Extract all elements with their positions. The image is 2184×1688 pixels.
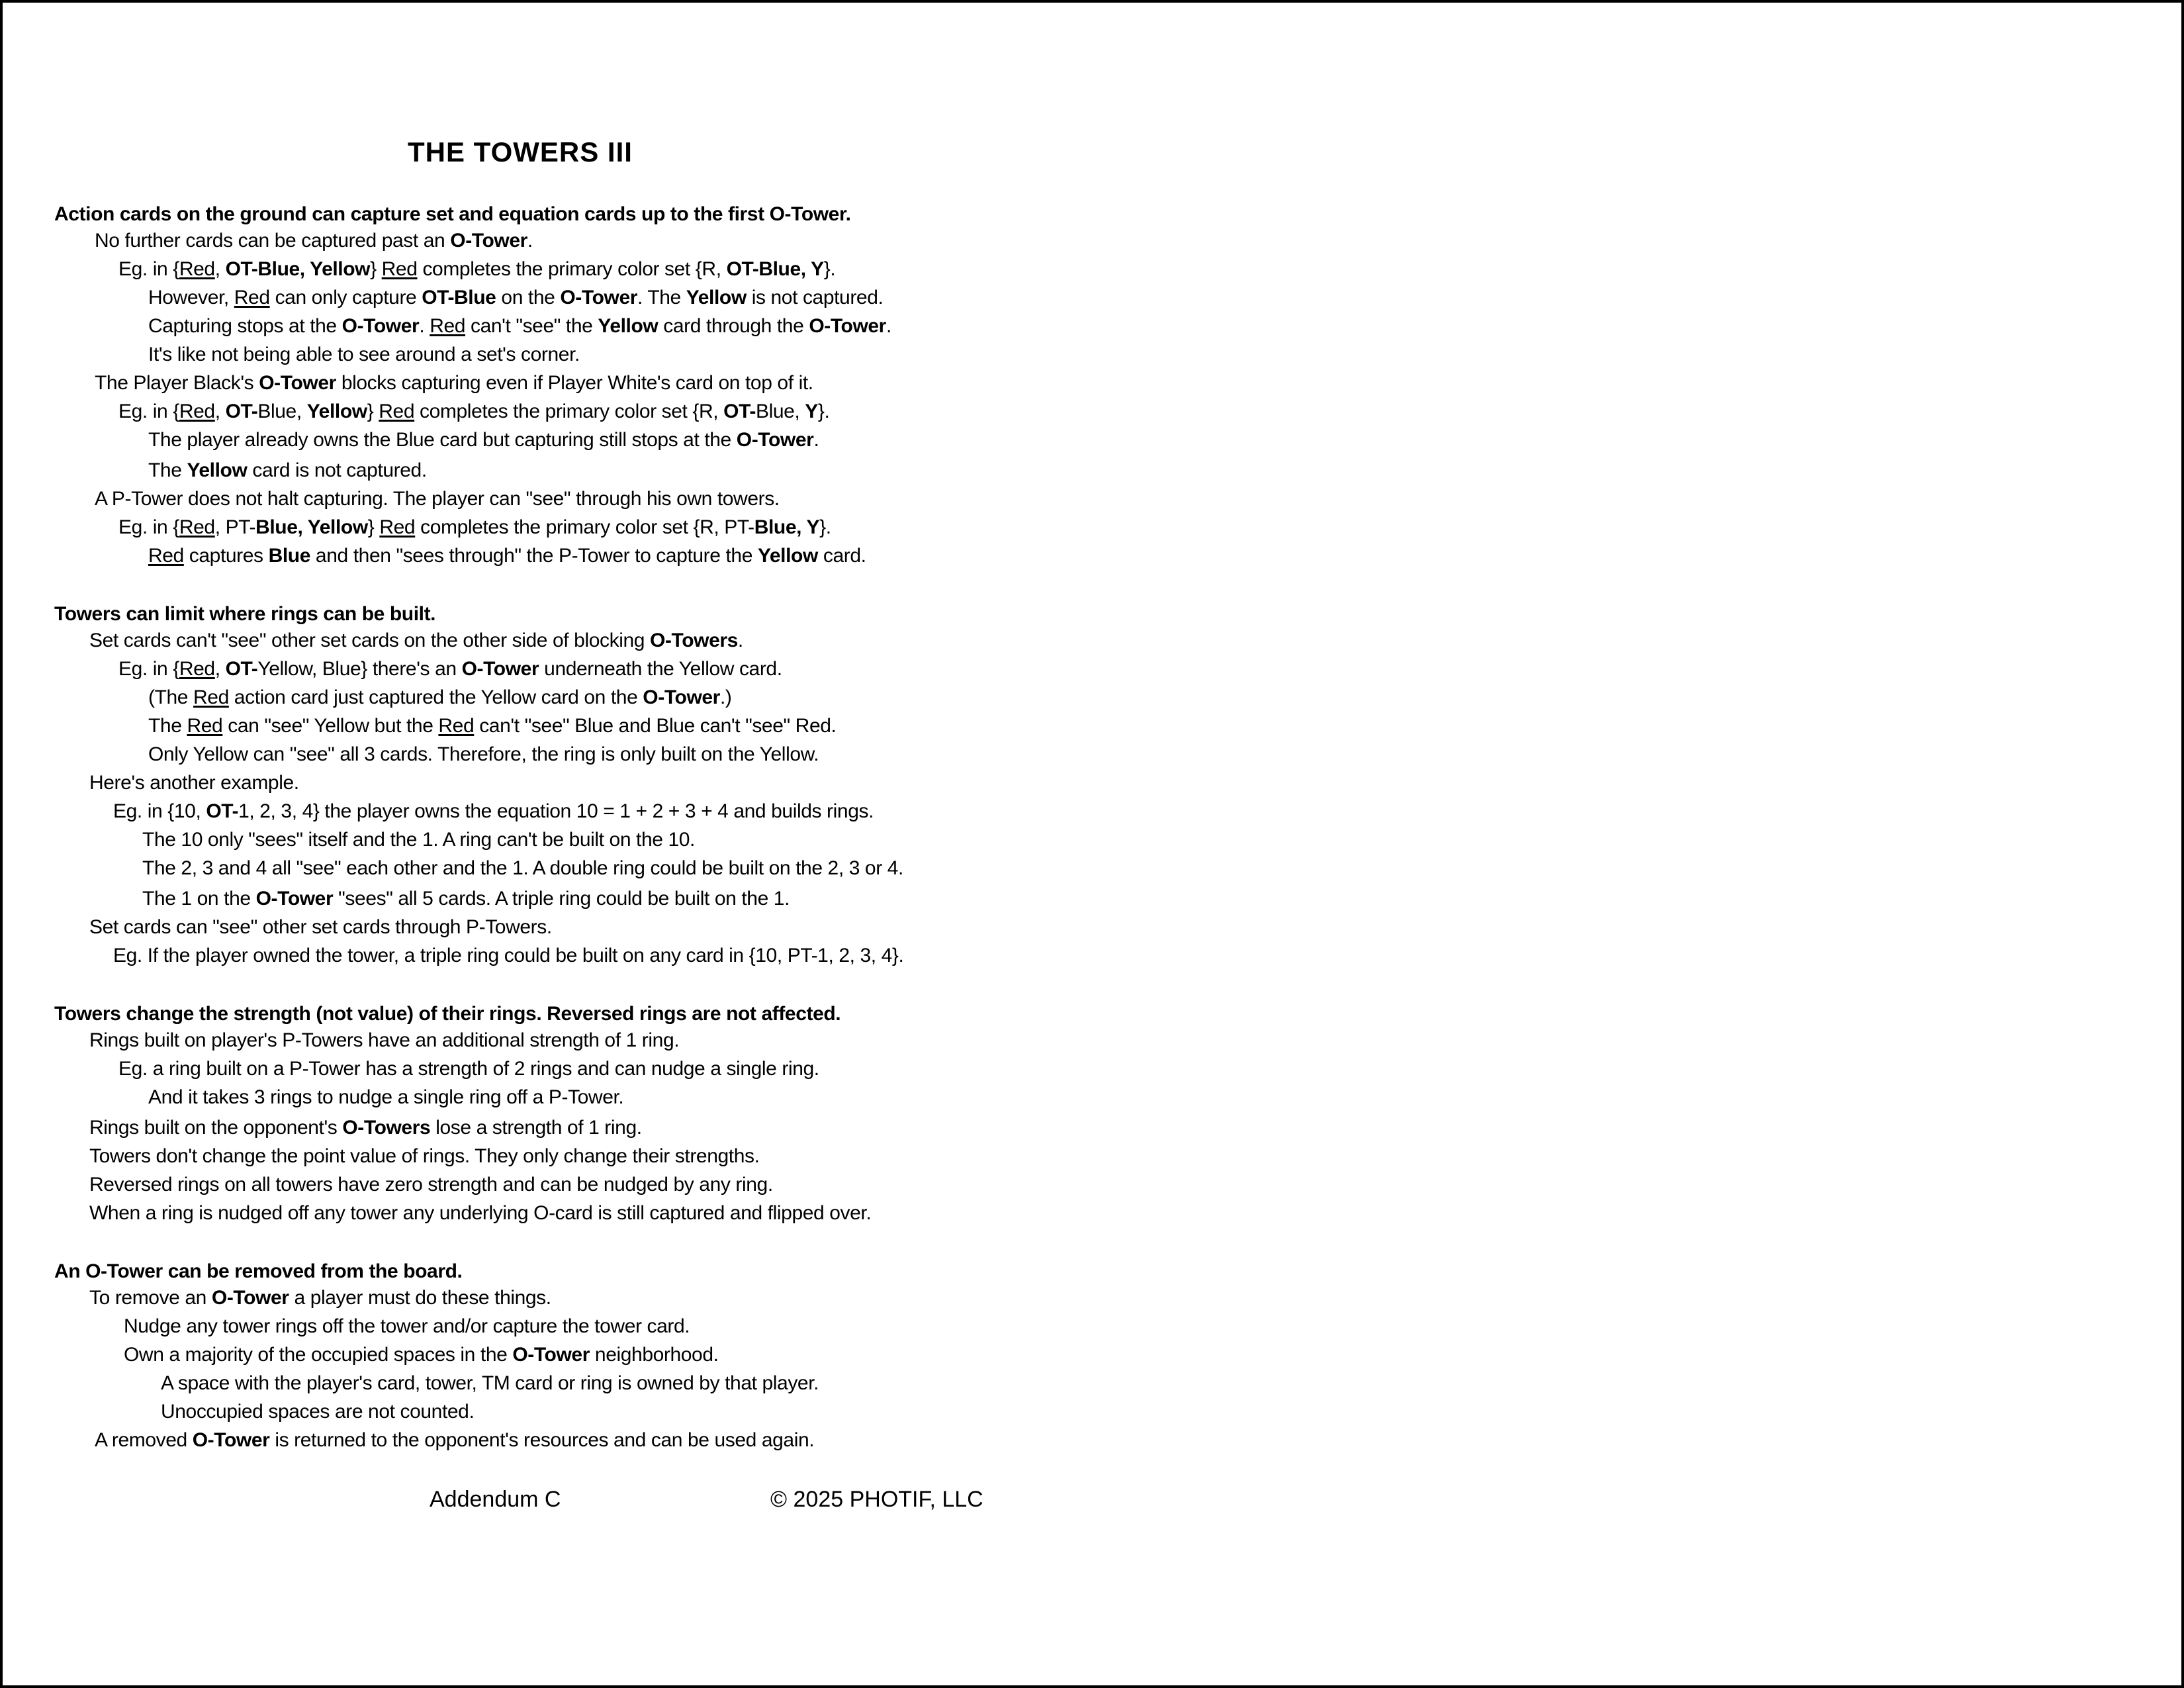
section-heading (54, 203, 851, 226)
text-line (142, 828, 695, 852)
text-segment: Nudge any tower rings off the tower and/or capture the tower card. (124, 1315, 690, 1337)
text-segment: Capturing stops at the (148, 315, 342, 337)
text-segment: can't "see" the (465, 315, 598, 337)
text-segment: , (214, 258, 226, 280)
text-segment: . (419, 315, 430, 337)
footer-addendum: Addendum C (430, 1487, 561, 1512)
text-segment: on the (496, 287, 561, 308)
bold-text: Y (805, 400, 818, 422)
bold-text: O-Tower (461, 658, 539, 680)
text-segment: Blue, (257, 400, 307, 422)
text-segment: , PT- (214, 516, 256, 538)
underlined-text: Red (187, 715, 223, 737)
text-segment: 1, 2, 3, 4} the player owns the equation 10 = 1 + 2 + 3 + 4 and builds rings. (238, 800, 874, 822)
text-line (148, 314, 891, 338)
text-segment: To remove an (89, 1287, 212, 1309)
text-line (124, 1315, 690, 1338)
bold-text: OT-Blue, Y (726, 258, 824, 280)
text-segment: Towers change the strength (not value) of their rings. Reversed rings are not affected. (54, 1003, 841, 1025)
text-line (118, 657, 782, 681)
text-segment: An O-Tower can be removed from the board. (54, 1260, 463, 1282)
bold-text: Yellow (187, 459, 248, 481)
text-line (95, 1429, 814, 1452)
bold-text: OT- (723, 400, 756, 422)
text-segment: a player must do these things. (289, 1287, 551, 1309)
text-segment: can't "see" Blue and Blue can't "see" Red. (474, 715, 837, 737)
text-segment: is not captured. (746, 287, 884, 308)
text-line (148, 343, 580, 367)
text-segment: completes the primary color set {R, (417, 258, 727, 280)
section-heading (54, 1002, 841, 1026)
text-line (148, 286, 883, 310)
bold-text: Yellow (757, 545, 818, 567)
text-segment: Set cards can "see" other set cards through P-Towers. (89, 916, 552, 938)
bold-text: O-Tower (259, 372, 336, 394)
text-segment: blocks capturing even if Player White's card on top of it. (336, 372, 813, 394)
text-segment: } (367, 516, 380, 538)
underlined-text: Red (179, 400, 215, 422)
text-segment: completes the primary color set {R, PT- (415, 516, 754, 538)
text-segment: Eg. in { (118, 400, 179, 422)
page-title: THE TOWERS III (408, 136, 633, 167)
text-line (95, 487, 780, 511)
text-segment: , (214, 658, 226, 680)
text-line (148, 428, 819, 452)
text-segment: }. (817, 400, 830, 422)
bold-text: O-Tower (512, 1344, 590, 1366)
text-line (148, 544, 866, 568)
bold-text: O-Tower (341, 315, 420, 337)
text-line (113, 944, 904, 968)
text-segment: The 1 on the (142, 888, 256, 910)
text-segment: A space with the player's card, tower, TM card or ring is owned by that player. (161, 1372, 819, 1394)
text-line (89, 629, 743, 653)
text-segment: The Player Black's (95, 372, 259, 394)
text-line (89, 1286, 551, 1310)
bold-text: O-Tower (643, 686, 720, 708)
text-line (89, 771, 299, 795)
bold-text: O-Tower (809, 315, 886, 337)
text-segment: } (370, 258, 382, 280)
text-segment: neighborhood. (589, 1344, 719, 1366)
text-segment: Own a majority of the occupied spaces in the (124, 1344, 513, 1366)
text-segment: And it takes 3 rings to nudge a single ring off a P-Tower. (148, 1086, 624, 1108)
text-line (148, 686, 731, 710)
text-line (148, 1086, 623, 1109)
text-line (148, 743, 819, 767)
text-line (142, 857, 903, 880)
text-segment: Eg. in { (118, 658, 179, 680)
text-segment: }. (819, 516, 831, 538)
text-segment: . (813, 429, 819, 451)
text-segment: action card just captured the Yellow card on the (228, 686, 643, 708)
bold-text: O-Tower (255, 888, 334, 910)
underlined-text: Red (430, 315, 466, 337)
text-segment: and then "sees through" the P-Tower to capture the (310, 545, 758, 567)
text-segment: Eg. in { (118, 258, 179, 280)
text-line (118, 516, 831, 539)
text-segment: Eg. If the player owned the tower, a triple ring could be built on any card in {10, PT-1, 2, 3, 4}. (113, 945, 904, 966)
text-segment: . (737, 630, 743, 651)
text-line (113, 800, 874, 823)
underlined-text: Red (148, 545, 184, 567)
bold-text: O-Tower (450, 230, 527, 252)
bold-text: O-Tower (211, 1287, 289, 1309)
text-line (89, 1029, 679, 1053)
text-segment: Towers can limit where rings can be built. (54, 603, 436, 625)
section-heading (54, 1260, 462, 1284)
text-segment: completes the primary color set {R, (414, 400, 724, 422)
section-heading (54, 602, 435, 626)
underlined-text: Red (179, 516, 215, 538)
text-segment: captures (183, 545, 269, 567)
bold-text: Blue, Y (754, 516, 820, 538)
text-segment: Only Yellow can "see" all 3 cards. Therefore, the ring is only built on the Yellow. (148, 743, 819, 765)
text-segment: Towers don't change the point value of rings. They only change their strengths. (89, 1145, 760, 1167)
text-segment: The 10 only "sees" itself and the 1. A ring can't be built on the 10. (142, 829, 695, 851)
text-segment: However, (148, 287, 234, 308)
text-segment: card is not captured. (247, 459, 427, 481)
underlined-text: Red (379, 400, 415, 422)
text-segment: . (527, 230, 533, 252)
underlined-text: Red (379, 516, 416, 538)
footer-copyright: © 2025 PHOTIF, LLC (770, 1487, 983, 1512)
text-segment: When a ring is nudged off any tower any underlying O-card is still captured and flipped over. (89, 1202, 872, 1224)
underlined-text: Red (179, 258, 215, 280)
text-segment: }. (823, 258, 836, 280)
text-line (89, 1116, 642, 1140)
bold-text: Yellow (306, 400, 367, 422)
underlined-text: Red (381, 258, 418, 280)
bold-text: Blue (268, 545, 310, 567)
bold-text: Yellow (686, 287, 747, 308)
text-line (89, 1173, 773, 1197)
text-segment: Blue, (755, 400, 805, 422)
text-line (95, 371, 813, 395)
text-segment: card. (817, 545, 866, 567)
text-segment: Here's another example. (89, 772, 299, 794)
text-segment: lose a strength of 1 ring. (430, 1117, 642, 1139)
bold-text: O-Tower (736, 429, 814, 451)
text-segment: Set cards can't "see" other set cards on the other side of blocking (89, 630, 650, 651)
text-segment: . (886, 315, 891, 337)
text-segment: Yellow, Blue} there's an (257, 658, 462, 680)
bold-text: O-Towers (342, 1117, 431, 1139)
bold-text: O-Tower (560, 287, 638, 308)
bold-text: Blue, Yellow (255, 516, 368, 538)
bold-text: Yellow (598, 315, 659, 337)
text-line (148, 714, 836, 738)
underlined-text: Red (179, 658, 215, 680)
text-segment: underneath the Yellow card. (539, 658, 782, 680)
text-line (118, 400, 829, 424)
text-line (161, 1372, 819, 1395)
text-line (124, 1343, 719, 1367)
text-segment: .) (719, 686, 732, 708)
underlined-text: Red (193, 686, 229, 708)
text-segment: The (148, 715, 187, 737)
text-segment: card through the (658, 315, 809, 337)
text-segment: Eg. a ring built on a P-Tower has a strength of 2 rings and can nudge a single ring. (118, 1058, 819, 1080)
bold-text: OT- (225, 658, 258, 680)
text-segment: (The (148, 686, 194, 708)
text-segment: . The (637, 287, 686, 308)
text-segment: A removed (95, 1429, 193, 1451)
text-segment: "sees" all 5 cards. A triple ring could be built on the 1. (333, 888, 790, 910)
text-segment: Eg. in {10, (113, 800, 206, 822)
underlined-text: Red (234, 287, 270, 308)
text-line (118, 1057, 819, 1081)
text-segment: The (148, 459, 187, 481)
bold-text: OT- (225, 400, 258, 422)
bold-text: O-Towers (649, 630, 738, 651)
text-segment: can only capture (269, 287, 422, 308)
bold-text: OT-Blue (422, 287, 496, 308)
text-segment: Rings built on player's P-Towers have an additional strength of 1 ring. (89, 1029, 680, 1051)
text-line (89, 1145, 760, 1168)
text-line (142, 887, 790, 911)
text-segment: can "see" Yellow but the (222, 715, 439, 737)
text-segment: A P-Tower does not halt capturing. The player can "see" through his own towers. (95, 488, 780, 510)
text-segment: is returned to the opponent's resources and can be used again. (269, 1429, 815, 1451)
bold-text: OT- (206, 800, 239, 822)
text-segment: No further cards can be captured past an (95, 230, 451, 252)
bold-text: O-Tower (192, 1429, 270, 1451)
text-line (118, 258, 835, 281)
text-segment: The 2, 3 and 4 all "see" each other and the 1. A double ring could be built on the 2, 3 or 4. (142, 857, 903, 879)
text-segment: Action cards on the ground can capture set and equation cards up to the first O-Tower. (54, 203, 851, 225)
text-segment: It's like not being able to see around a set's corner. (148, 344, 580, 365)
text-line (148, 459, 427, 483)
text-line (95, 229, 533, 253)
text-segment: Rings built on the opponent's (89, 1117, 343, 1139)
underlined-text: Red (438, 715, 475, 737)
text-line (89, 915, 552, 939)
text-segment: The player already owns the Blue card but capturing still stops at the (148, 429, 737, 451)
text-segment: Eg. in { (118, 516, 179, 538)
text-line (161, 1400, 474, 1424)
text-segment: Unoccupied spaces are not counted. (161, 1401, 475, 1423)
text-segment: Reversed rings on all towers have zero strength and can be nudged by any ring. (89, 1174, 773, 1196)
text-segment: } (367, 400, 379, 422)
text-line (89, 1201, 871, 1225)
bold-text: OT-Blue, Yellow (225, 258, 371, 280)
text-segment: , (214, 400, 226, 422)
